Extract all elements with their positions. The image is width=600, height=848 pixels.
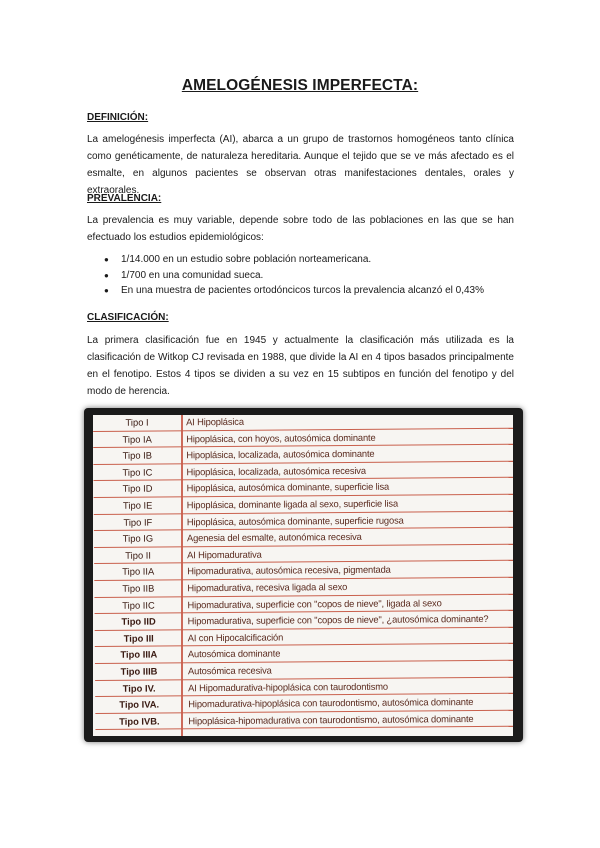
definicion-paragraph: La amelogénesis imperfecta (AI), abarca a un grupo de trastornos homogéneos tanto clínica como genéticamente, de naturaleza hereditaria. Aunque el tejido que se ve más afectado es el esmalte, en algunos pacientes se observan otras manifestaciones dentales, orales y extraorales. xyxy=(87,134,514,196)
table-cell-descripcion: AI Hipomadurativa-hipoplásica con taurodontismo xyxy=(188,680,389,693)
table-cell-tipo: Tipo IC xyxy=(122,466,153,478)
list-item: ● En una muestra de pacientes ortodóncicos turcos la prevalencia alcanzó el 0,43% xyxy=(87,283,484,299)
table-cell-descripcion: AI con Hipocalcificación xyxy=(187,631,284,643)
table-cell-tipo: Tipo III xyxy=(123,632,154,644)
table-cell-tipo: Tipo IID xyxy=(121,615,156,627)
classification-table xyxy=(93,415,513,730)
scanned-classification-table xyxy=(93,415,513,736)
table-cell-tipo: Tipo I xyxy=(125,416,149,428)
table-cell-tipo: Tipo IV. xyxy=(122,682,156,694)
table-cell-tipo: Tipo IA xyxy=(122,433,152,445)
table-cell-tipo: Tipo IVB. xyxy=(119,715,160,727)
prevalencia-heading: PREVALENCIA: xyxy=(87,193,162,204)
table-cell-tipo: Tipo IIC xyxy=(122,599,155,611)
table-cell-descripcion: AI Hipomadurativa xyxy=(187,548,262,561)
table-cell-tipo: Tipo IIA xyxy=(122,565,155,578)
list-item: ● 1/700 en una comunidad sueca. xyxy=(87,268,484,284)
definicion-heading: DEFINICIÓN: xyxy=(87,112,149,123)
table-cell-descripcion: Hipomadurativa, superficie con "copos de nieve", ¿autosómica dominante? xyxy=(187,613,489,627)
table-cell-descripcion: Hipomadurativa, recesiva ligada al sexo xyxy=(187,580,348,594)
table-cell-tipo: Tipo ID xyxy=(122,482,153,495)
table-cell-tipo: Tipo IE xyxy=(122,499,153,511)
table-cell-tipo: Tipo IIB xyxy=(122,582,155,594)
table-cell-tipo: Tipo IG xyxy=(122,532,154,544)
prevalencia-list xyxy=(87,252,484,299)
table-cell-tipo: Tipo IF xyxy=(123,516,153,528)
table-cell-descripcion: Hipoplásica, localizada, autosómica recesiva xyxy=(186,464,366,478)
page-title: AMELOGÉNESIS IMPERFECTA: xyxy=(181,77,419,94)
table-row xyxy=(95,710,513,730)
list-item: ● 1/14.000 en un estudio sobre población norteamericana. xyxy=(87,252,484,268)
table-cell-descripcion: Agenesia del esmalte, autonómica recesiva xyxy=(186,531,362,544)
table-cell-descripcion: AI Hipoplásica xyxy=(186,415,244,428)
table-cell-descripcion: Hipoplásica, dominante ligada al sexo, superficie lisa xyxy=(186,497,399,511)
table-cell-descripcion: Hipomadurativa, superficie con "copos de nieve", ligada al sexo xyxy=(187,596,442,610)
clasificacion-heading: CLASIFICACIÓN: xyxy=(87,312,169,323)
table-cell-descripcion: Hipoplásica, localizada, autosómica dominante xyxy=(186,447,375,461)
table-cell-tipo: Tipo II xyxy=(125,549,151,561)
table-cell-descripcion: Hipoplásica, con hoyos, autosómica dominante xyxy=(186,431,376,444)
table-cell-descripcion: Hipoplásica, autosómica dominante, superficie lisa xyxy=(186,481,390,494)
table-cell-descripcion: Hipoplásica, autosómica dominante, superficie rugosa xyxy=(186,514,404,527)
table-cell-tipo: Tipo IIIA xyxy=(120,648,158,661)
table-cell-tipo: Tipo IIIB xyxy=(120,665,158,677)
table-cell-descripcion: Autosómica recesiva xyxy=(187,664,272,677)
table-cell-descripcion: Autosómica dominante xyxy=(187,647,281,660)
table-cell-tipo: Tipo IB xyxy=(122,449,153,461)
table-cell-descripcion: Hipomadurativa-hipoplásica con taurodontismo, autosómica dominante xyxy=(188,696,474,710)
table-cell-descripcion: Hipomadurativa, autosómica recesiva, pigmentada xyxy=(187,564,391,577)
prevalencia-paragraph: La prevalencia es muy variable, depende sobre todo de las poblaciones en las que se han efectuado los estudios epidemiológicos: xyxy=(87,215,514,243)
clasificacion-paragraph: La primera clasificación fue en 1945 y actualmente la clasificación más utilizada es la clasificación de Witkop CJ revisada en 1988, que divide la AI en 4 tipos basados principalmente en el fenotipo. Estos 4 tipos se dividen a su vez en 15 subtipos en función del fenotipo y del modo de herencia. xyxy=(87,335,514,397)
table-cell-descripcion: Hipoplásica-hipomadurativa con taurodontismo, autosómica dominante xyxy=(188,712,474,726)
table-cell-tipo: Tipo IVA. xyxy=(119,698,160,710)
